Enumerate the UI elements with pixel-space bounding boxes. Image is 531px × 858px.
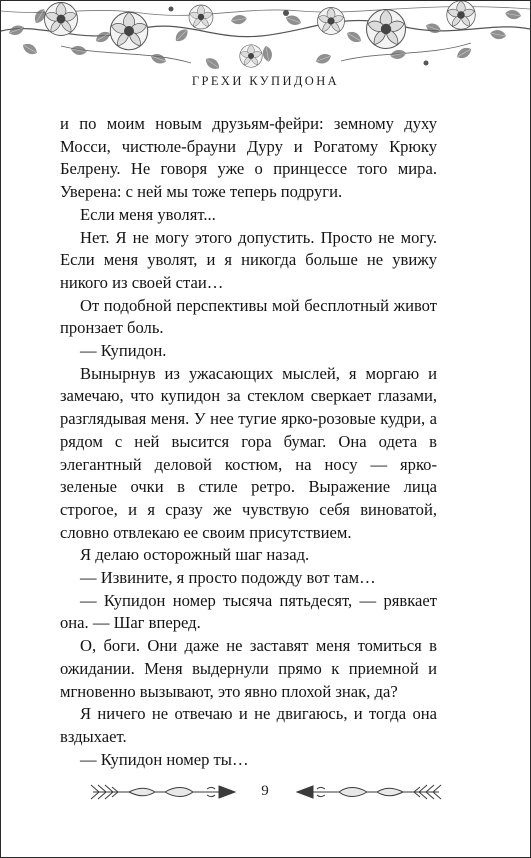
paragraph: Я делаю осторожный шаг назад. [80, 545, 310, 565]
paragraph: — Извините, я просто подожду вот там… [80, 568, 376, 588]
paragraph: Нет. Я не могу этого допустить. Просто не могу. Если меня уволят, и я никогда больше не увижу никого из своей стаи… [60, 227, 437, 292]
paragraph: О, боги. Они даже не заставят меня томиться в ожидании. Меня выдернули прямо к приемной и мгновенно вызывают, это явно плохой знак, да? [60, 636, 437, 701]
page-footer [1, 779, 530, 809]
paragraph: — Купидон номер ты… [80, 749, 249, 769]
running-header-title: ГРЕХИ КУПИДОНА [191, 74, 340, 88]
paragraph: — Купидон. [80, 341, 167, 361]
body-text [60, 113, 437, 771]
arrow-ornament-icon [295, 781, 443, 803]
paragraph: Я ничего не отвечаю и не двигаюсь, и тогда она вздыхает. [60, 704, 437, 746]
paragraph: — Купидон номер тысяча пятьдесят, — рявкает она. — Шаг вперед. [60, 590, 437, 633]
paragraph: Вынырнув из ужасающих мыслей, я моргаю и замечаю, что купидон за стеклом сверкает глазами, разглядывая меня. У нее тугие ярко-розовые кудри, а рядом с ней высится гора бумаг. Она одета в элегантный деловой костюм, на носу — ярко-зеленые очки в стиле ретро. Выражение лица строгое, и я сразу же чувствую себя виноватой, словно отвлекаю ее своим присутствием. [60, 363, 437, 542]
paragraph: Если меня уволят... [80, 204, 216, 224]
paragraph: и по моим новым друзьям-фейри: земному духу Мосси, чистюле-брауни Дуру и Рогатому Крюку Белрену. Не говоря уже о принцессе того мира. Уверена: с ней мы тоже теперь подруги. [60, 114, 437, 202]
page-number: 9 [261, 783, 269, 799]
arrow-ornament-icon [89, 781, 237, 803]
paragraph: От подобной перспективы мой бесплотный живот пронзает боль. [60, 295, 437, 338]
